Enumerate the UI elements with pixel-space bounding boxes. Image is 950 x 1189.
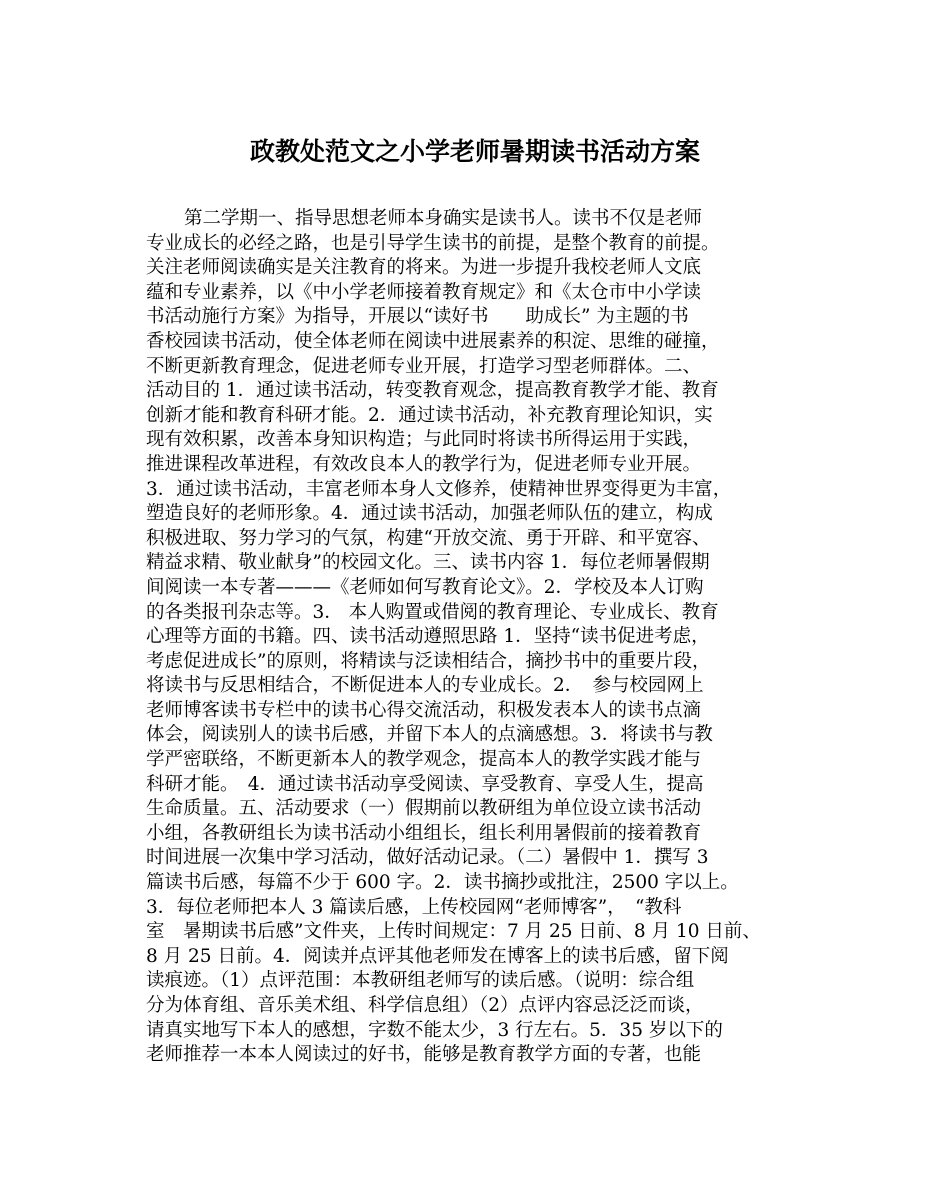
body-line: 创新才能和教育科研才能。2．通过读书活动，补充教育理论知识，实 bbox=[146, 404, 713, 426]
body-line: 关注老师阅读确实是关注教育的将来。为进一步提升我校老师人文底 bbox=[146, 257, 702, 279]
body-line: 香校园读书活动，使全体老师在阅读中进展素养的积淀、思维的碰撞， bbox=[146, 330, 720, 352]
body-line: 体会，阅读别人的读书后感，并留下本人的点滴感想。3．将读书与教 bbox=[146, 724, 713, 746]
body-line: 科研才能。 4．通过读书活动享受阅读、享受教育、享受人生，提高 bbox=[146, 773, 704, 795]
body-line: 3．每位老师把本人 3 篇读后感，上传校园网“老师博客”， “教科 bbox=[146, 896, 682, 918]
body-line: 蕴和专业素养，以《中小学老师接着教育规定》和《太仓市中小学读 bbox=[146, 281, 702, 303]
document-title: 政教处范文之小学老师暑期读书活动方案 bbox=[249, 137, 700, 166]
body-line: 考虑促进成长”的原则，将精读与泛读相结合，摘抄书中的重要片段， bbox=[146, 650, 711, 672]
body-line: 精益求精、敬业献身”的校园文化。三、读书内容 1．每位老师暑假期 bbox=[146, 552, 710, 574]
body-line: 第二学期一、指导思想老师本身确实是读书人。读书不仅是老师 bbox=[184, 208, 703, 229]
body-line: 生命质量。五、活动要求（一）假期前以教研组为单位设立读书活动 bbox=[146, 798, 702, 820]
body-line: 塑造良好的老师形象。4．通过读书活动，加强老师队伍的建立，构成 bbox=[146, 503, 713, 525]
body-line: 分为体育组、音乐美术组、科学信息组）（2）点评内容忌泛泛而谈， bbox=[146, 995, 704, 1016]
body-line: 请真实地写下本人的感想，字数不能太少，3 行左右。5．35 岁以下的 bbox=[146, 1019, 723, 1041]
body-line: 老师推荐一本本人阅读过的好书，能够是教育教学方面的专著，也能 bbox=[146, 1044, 702, 1066]
body-line: 专业成长的必经之路，也是引导学生读书的前提，是整个教育的前提。 bbox=[146, 232, 720, 254]
body-line: 室 暑期读书后感”文件夹，上传时间规定：7 月 25 日前、8 月 10 日前、 bbox=[146, 921, 761, 943]
body-line: 3．通过读书活动，丰富老师本身人文修养，使精神世界变得更为丰富， bbox=[146, 478, 732, 500]
body-line: 不断更新教育理念，促进老师专业开展，打造学习型老师群体。二、 bbox=[146, 355, 702, 377]
body-line: 读痕迹。（1）点评范围：本教研组老师写的读后感。（说明：综合组 bbox=[146, 970, 695, 992]
body-line: 学严密联络，不断更新本人的教学观念，提高本人的教学实践才能与 bbox=[146, 749, 702, 771]
body-line: 间阅读一本专著———《老师如何写教育论文》。2．学校及本人订购 bbox=[146, 576, 704, 598]
body-line: 小组，各教研组长为读书活动小组组长，组长利用暑假前的接着教育 bbox=[146, 822, 702, 844]
body-line: 8 月 25 日前。4．阅读并点评其他老师发在博客上的读书后感，留下阅 bbox=[146, 945, 729, 967]
body-line: 活动目的 1．通过读书活动，转变教育观念，提高教育教学才能、教育 bbox=[146, 380, 719, 402]
body-line: 老师博客读书专栏中的读书心得交流活动，积极发表本人的读书点滴 bbox=[146, 699, 702, 721]
body-line: 书活动施行方案》为指导，开展以“读好书 助成长” 为主题的书 bbox=[146, 306, 689, 328]
body-line: 篇读书后感，每篇不少于 600 字。2．读书摘抄或批注，2500 字以上。 bbox=[146, 872, 739, 894]
document-body bbox=[146, 207, 806, 1068]
body-line: 现有效积累，改善本身知识构造；与此同时将读书所得运用于实践， bbox=[146, 429, 702, 451]
body-line: 心理等方面的书籍。四、读书活动遵照思路 1．坚持“读书促进考虑， bbox=[146, 626, 710, 648]
body-line: 将读书与反思相结合，不断促进本人的专业成长。2． 参与校园网上 bbox=[146, 675, 704, 697]
body-line: 积极进取、努力学习的气氛，构建“开放交流、勇于开辟、和平宽容、 bbox=[146, 527, 711, 549]
body-line: 的各类报刊杂志等。3． 本人购置或借阅的教育理论、专业成长、教育 bbox=[146, 601, 719, 623]
body-line: 时间进展一次集中学习活动，做好活动记录。（二）暑假中 1．撰写 3 bbox=[146, 847, 709, 869]
body-line: 推进课程改革进程，有效改良本人的教学行为，促进老师专业开展。 bbox=[146, 453, 702, 475]
